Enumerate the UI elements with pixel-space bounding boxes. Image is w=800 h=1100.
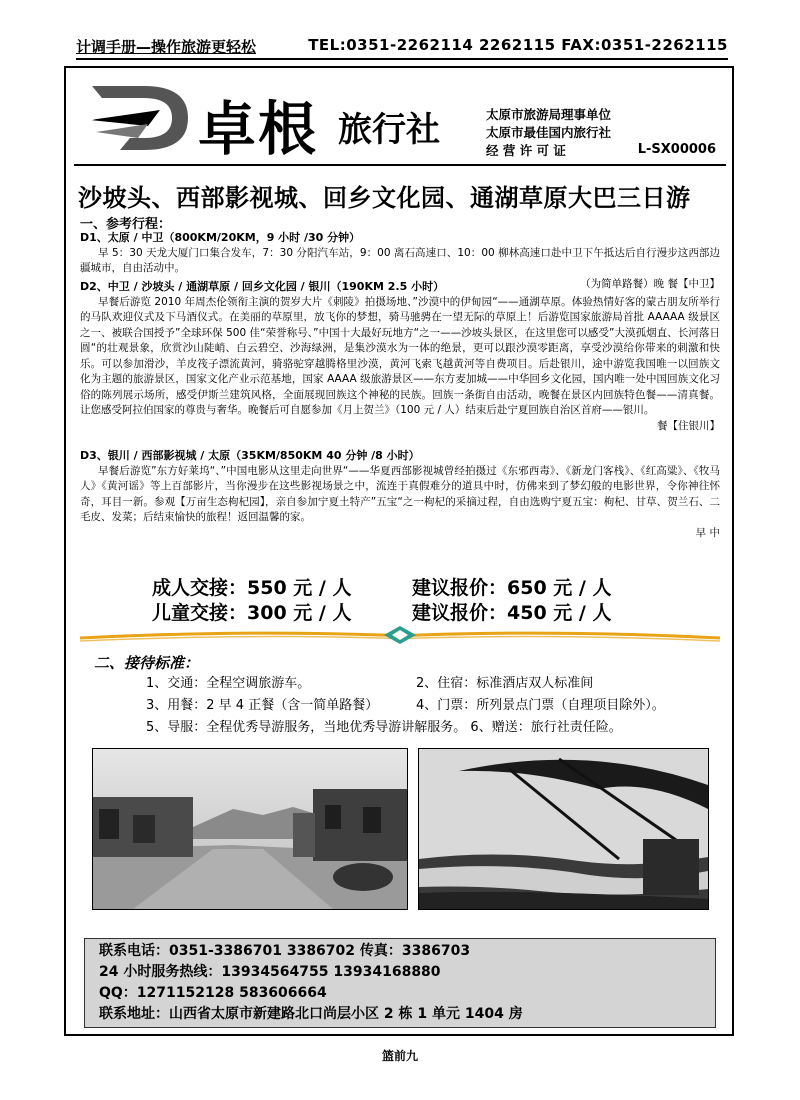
credential-line: 经 营 许 可 证 <box>486 143 566 158</box>
standard-item: 1、交通：全程空调旅游车。 <box>146 676 311 691</box>
day-meals: 餐【住银川】 <box>657 419 720 432</box>
standard-item: 2、住宿：标准酒店双人标准间 <box>416 676 594 691</box>
standards-heading: 二、接待标准： <box>94 654 200 672</box>
day-heading: D2、中卫 / 沙坡头 / 通湖草原 / 回乡文化园 / 银川（190KM 2.5 小时） <box>80 280 445 293</box>
slogan: 计调手册—操作旅游更轻松 <box>76 38 257 56</box>
flyer-frame <box>64 66 734 1036</box>
credential-line: 太原市最佳国内旅行社 <box>486 125 612 140</box>
day-heading: D3、银川 / 西部影视城 / 太原（35KM/850KM 40 分钟 /8 小时） <box>80 449 420 462</box>
standards-row <box>146 716 726 735</box>
standards-row <box>146 672 726 691</box>
page-footer: 篮前九 <box>381 1049 418 1063</box>
contact-phone: 联系电话：0351-3386701 3386702 传真：3386703 <box>99 943 471 959</box>
day-meals: （为简单路餐）晚 餐【中卫】 <box>580 277 720 290</box>
shapotou-yellow-river-photo <box>418 748 709 910</box>
itinerary-day <box>80 279 720 434</box>
agency-phone-fax: TEL:0351-2262114 2262115 FAX:0351-2262115 <box>308 36 728 54</box>
brand-name: 卓根 <box>198 95 319 163</box>
western-film-studio-photo <box>92 748 408 910</box>
credential-line: 太原市旅游局理事单位 <box>486 107 612 122</box>
photo-strip <box>92 748 707 908</box>
decorative-swoosh-divider <box>80 624 720 646</box>
license-number: L-SX00006 <box>637 142 716 157</box>
day-description: 早餐后游览 2010 年周杰伦领衔主演的贺岁大片《刺陵》拍摄场地、”沙漠中的伊甸园“——通湖草原。体验热情好客的蒙古朋友所举行的马队欢迎仪式及下马酒仪式。在美丽的草原里，放飞你的梦想，骑马驰骋在一望无际的草原上！后游览国家旅游局首批 AAAAA 级景区之一、被联合国授予”全球环保 500 佳“荣誉称号、”中国十大最好玩地方“之一——沙坡头景区，在这里您可以感受”大漠孤烟直、长河落日圆“的壮观景象，欣赏沙山陡峭、白云碧空、沙海绿洲，是集沙漠水为一体的绝景，更可以跟沙漠零距离，享受沙漠给你带来的刺激和快乐。可以参加滑沙，羊皮筏子漂流黄河，骑骆驼穿越腾格里沙漠，黄河飞索飞越黄河等自费项目。后赴银川，途中游览我国唯一以回族文化为主题的旅游景区，国家文化产业示范基地，国家 AAAA 级旅游景区——东方麦加城——中华回乡文化园，国内唯一处中国回族文化习俗的陈列展示场所，感受伊斯兰建筑风格，全面展现回族这个神秘的民族。回族一条街自由活动，晚餐在景区内回族特色餐——清真餐。让您感受阿拉伯国家的尊贵与奢华。晚餐后可自愿参加《月上贺兰》（100 元 / 人）结束后赴宁夏回族自治区首府——银川。 <box>80 295 720 416</box>
standard-item: 4、门票：所列景点门票（自理项目除外）。 <box>416 698 665 713</box>
header-divider <box>74 164 726 166</box>
contact-qq: QQ：1271152128 583606664 <box>99 985 327 1001</box>
adult-cost: 成人交接：550 元 / 人 <box>152 577 352 599</box>
child-price-row <box>152 601 712 626</box>
price-table <box>152 576 712 626</box>
header <box>86 80 716 163</box>
brand-suffix: 旅行社 <box>338 110 440 150</box>
itinerary-heading: 一、参考行程： <box>80 217 172 232</box>
standard-item: 6、赠送：旅行社责任险。 <box>470 720 622 735</box>
top-banner <box>76 36 728 60</box>
credentials <box>486 106 611 160</box>
itinerary-day <box>80 448 720 541</box>
contact-box <box>84 938 716 1028</box>
contact-address: 联系地址：山西省太原市新建路北口尚层小区 2 栋 1 单元 1404 房 <box>99 1006 523 1022</box>
standard-item: 5、导服：全程优秀导游服务，当地优秀导游讲解服务。 <box>146 720 467 735</box>
service-hotline: 24 小时服务热线：13934564755 13934168880 <box>99 964 441 980</box>
tour-title: 沙坡头、西部影视城、回乡文化园、通湖草原大巴三日游 <box>78 184 691 212</box>
adult-price-row <box>152 576 712 601</box>
day-meals: 早 中 <box>695 526 720 539</box>
day-description: 早餐后游览”东方好莱坞“、”中国电影从这里走向世界“——华夏西部影视城曾经拍摄过《东邪西毒》、《新龙门客栈》、《红高粱》、《牧马人》《黄河谣》等上百部影片，当你漫步在这些影视场景之中，流连于真假难分的道具中时，仿佛来到了梦幻般的电影世界，令你神往怀奇，耳目一新。参观【万亩生态枸杞园】，亲自参加宁夏土特产”五宝“之一枸杞的采摘过程，自由选购宁夏五宝：枸杞、甘草、贺兰石、二毛皮、发菜；后结束愉快的旅程！返回温馨的家。 <box>80 464 720 523</box>
child-cost: 儿童交接：300 元 / 人 <box>152 602 352 624</box>
day-heading: D1、太原 / 中卫（800KM/20KM，9 小时 /30 分钟） <box>80 231 361 244</box>
standard-item: 3、用餐：2 早 4 正餐（含一简单路餐） <box>146 698 379 713</box>
adult-suggested-price: 建议报价：650 元 / 人 <box>412 577 612 599</box>
day-description: 早 5：30 天龙大厦门口集合发车，7：30 分阳汽车站，9：00 离石高速口、10：00 柳林高速口赴中卫下午抵达后自行漫步这西部边疆城市，自由活动中。 <box>80 246 720 274</box>
standards-row <box>146 694 726 713</box>
agency-logo-icon <box>86 80 194 156</box>
child-suggested-price: 建议报价：450 元 / 人 <box>412 602 612 624</box>
